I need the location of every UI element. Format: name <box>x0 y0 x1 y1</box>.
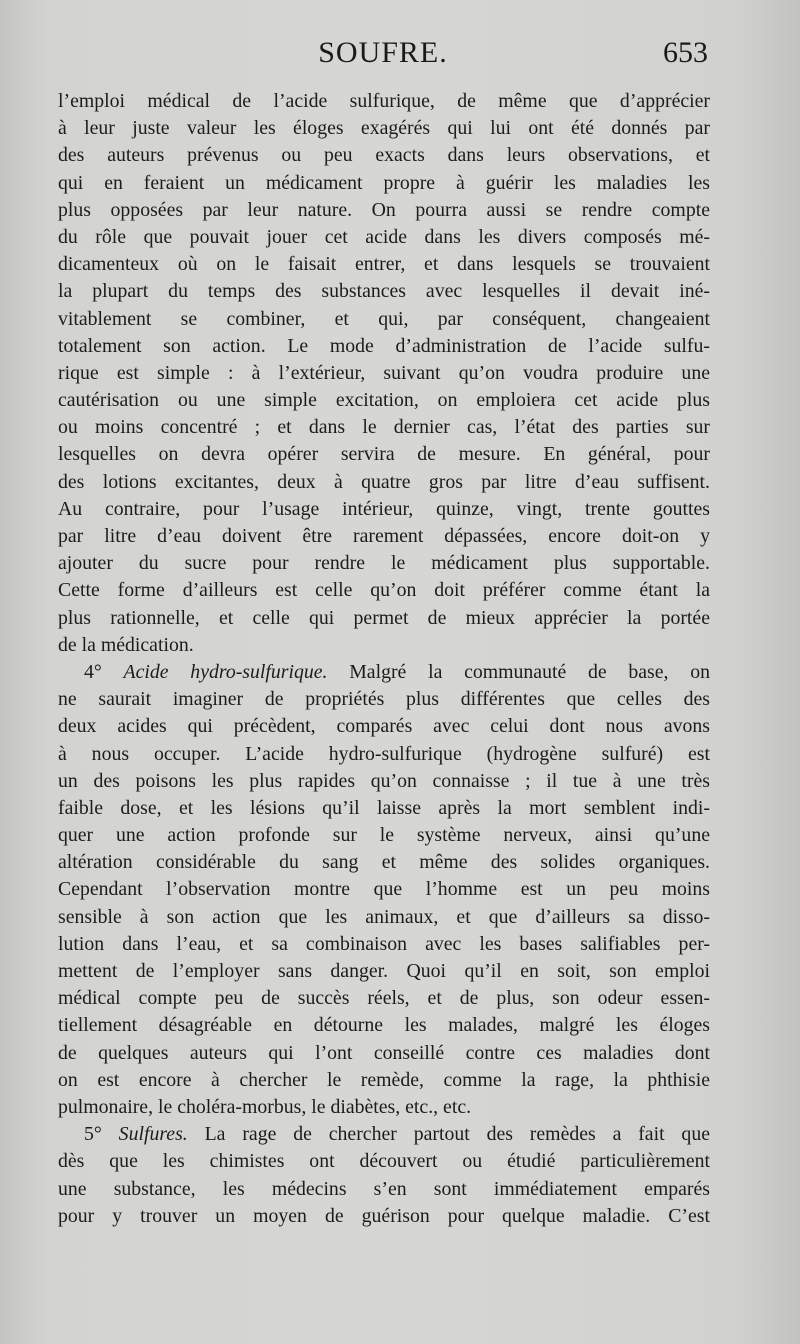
text-line: un des poisons les plus rapides qu’on connaisse ; il tue à une très <box>58 769 710 792</box>
text-line: de quelques auteurs qui l’ont conseillé contre ces maladies dont <box>58 1041 710 1064</box>
section-heading-line <box>58 659 710 686</box>
text-line: vitablement se combiner, et qui, par conséquent, changeaient <box>58 307 710 330</box>
text-line: on est encore à chercher le remède, comme la rage, la phthisie <box>58 1068 710 1091</box>
text-line: ajouter du sucre pour rendre le médicament plus supportable. <box>58 552 710 575</box>
page-number: 653 <box>663 36 708 69</box>
text-line: à leur juste valeur les éloges exagérés qui lui ont été donnés par <box>58 117 710 140</box>
text-line: une substance, les médecins s’en sont immédiatement emparés <box>58 1177 710 1200</box>
text-line: Cependant l’observation montre que l’homme est un peu moins <box>58 878 710 901</box>
running-title: SOUFRE. <box>318 36 448 69</box>
text-line: à nous occuper. L’acide hydro-sulfurique (hydrogène sulfuré) est <box>58 742 710 765</box>
text-line: pulmonaire, le choléra-morbus, le diabètes, etc., etc. <box>58 1095 472 1118</box>
text-line: ou moins concentré ; et dans le dernier cas, l’état des parties sur <box>58 416 710 439</box>
text-line: cautérisation ou une simple excitation, on emploiera cet acide plus <box>58 389 710 412</box>
text-line: plus rationnelle, et celle qui permet de mieux apprécier la portée <box>58 606 710 629</box>
text-line: dès que les chimistes ont découvert ou étudié particulièrement <box>58 1150 710 1173</box>
text-line: deux acides qui précèdent, comparés avec celui dont nous avons <box>58 715 710 738</box>
line-text: Malgré la communauté de base, on <box>327 660 710 683</box>
text-line: lesquelles on devra opérer servira de mesure. En général, pour <box>58 443 710 466</box>
section-title: Acide hydro-sulfurique. <box>123 660 328 683</box>
text-line: lution dans l’eau, et sa combinaison avec les bases salifiables per- <box>58 932 710 955</box>
text-line: dicamenteux où on le faisait entrer, et dans lesquels se trouvaient <box>58 253 710 276</box>
section-number: 5° <box>84 1123 119 1146</box>
text-line: altération considérable du sang et même des solides organiques. <box>58 851 710 874</box>
text-line: pour y trouver un moyen de guérison pour quelque maladie. C’est <box>58 1204 710 1227</box>
text-line: de la médication. <box>58 633 194 656</box>
text-line: ne saurait imaginer de propriétés plus différentes que celles des <box>58 688 710 711</box>
text-line: des lotions excitantes, deux à quatre gros par litre d’eau suffisent. <box>58 470 710 493</box>
text-line: sensible à son action que les animaux, et que d’ailleurs sa disso- <box>58 905 710 928</box>
line-text: La rage de chercher partout des remèdes a fait que <box>187 1123 710 1146</box>
text-line: par litre d’eau doivent être rarement dépassées, encore doit-on y <box>58 525 710 547</box>
text-line: du rôle que pouvait jouer cet acide dans les divers composés mé- <box>58 225 710 248</box>
text-line: la plupart du temps des substances avec lesquelles il devait iné- <box>58 280 710 303</box>
page-header <box>58 36 708 76</box>
text-line: mettent de l’employer sans danger. Quoi qu’il en soit, son emploi <box>58 960 710 982</box>
text-line: rique est simple : à l’extérieur, suivant qu’on voudra produire une <box>58 361 710 384</box>
text-line: plus opposées par leur nature. On pourra aussi se rendre compte <box>58 198 710 221</box>
section-title: Sulfures. <box>118 1123 188 1146</box>
text-line: Cette forme d’ailleurs est celle qu’on doit préférer comme étant la <box>58 579 710 602</box>
text-line: totalement son action. Le mode d’administration de l’acide sulfu- <box>58 334 710 357</box>
text-line: des auteurs prévenus ou peu exacts dans leurs observations, et <box>58 144 710 167</box>
section-heading-line <box>58 1121 710 1148</box>
section-number: 4° <box>84 660 124 683</box>
text-line: tiellement désagréable en détourne les malades, malgré les éloges <box>58 1014 710 1037</box>
text-line: médical compte peu de succès réels, et de plus, son odeur essen- <box>58 987 710 1010</box>
body-text <box>58 88 710 1230</box>
text-line: qui en feraient un médicament propre à guérir les maladies les <box>58 171 710 194</box>
text-line: faible dose, et les lésions qu’il laisse après la mort semblent indi- <box>58 796 710 819</box>
text-line: l’emploi médical de l’acide sulfurique, de même que d’apprécier <box>58 90 710 112</box>
text-line: quer une action profonde sur le système nerveux, ainsi qu’une <box>58 824 710 847</box>
text-line: Au contraire, pour l’usage intérieur, quinze, vingt, trente gouttes <box>58 497 710 520</box>
